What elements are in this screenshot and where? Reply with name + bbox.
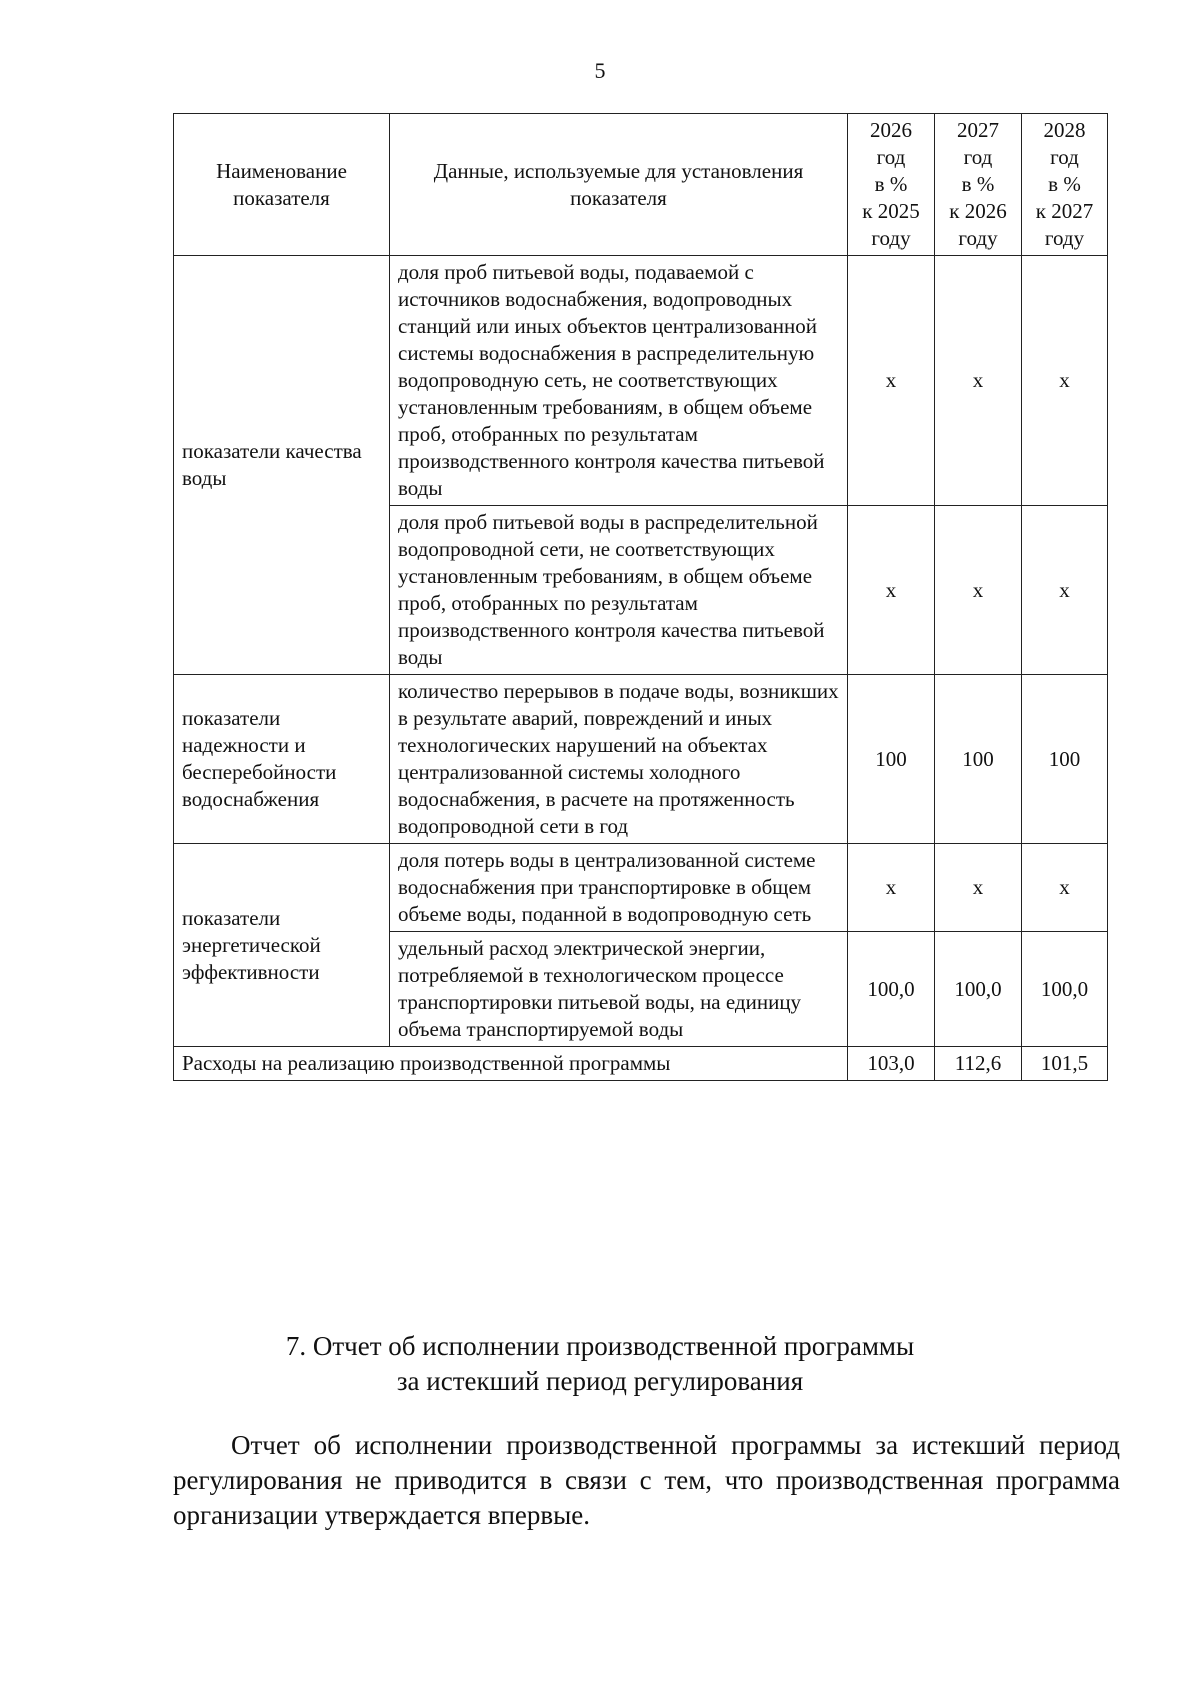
- value-2028: 100,0: [1022, 932, 1108, 1047]
- row-source-data: количество перерывов в подаче воды, возникших в результате аварий, повреждений и иных технологических нарушений на объектах централизованной системы холодного водоснабжения, в расчете на протяженность водопроводной сети в год: [390, 675, 848, 844]
- value-2028: х: [1022, 256, 1108, 506]
- group-name-reliability: показатели надежности и бесперебойности водоснабжения: [174, 675, 390, 844]
- row-source-data: удельный расход электрической энергии, потребляемой в технологическом процессе транспортировки питьевой воды, на единицу объема транспортируемой воды: [390, 932, 848, 1047]
- header-indicator-name: Наименование показателя: [174, 114, 390, 256]
- row-source-data: доля проб питьевой воды в распределительной водопроводной сети, не соответствующих установленным требованиям, в общем объеме проб, отобранных по результатам производственного контроля качества питьевой воды: [390, 506, 848, 675]
- row-source-data: доля проб питьевой воды, подаваемой с источников водоснабжения, водопроводных станций или иных объектов централизованной системы водоснабжения в распределительную водопроводную сеть, не соответствующих установленным требованиям, в общем объеме проб, отобранных по результатам производственного контроля качества питьевой воды: [390, 256, 848, 506]
- table-total-row: [174, 1047, 1108, 1081]
- group-name-energy-efficiency: показатели энергетической эффективности: [174, 844, 390, 1047]
- row-source-data: доля потерь воды в централизованной системе водоснабжения при транспортировке в общем объеме воды, поданной в водопроводную сеть: [390, 844, 848, 932]
- value-2026: х: [848, 844, 935, 932]
- header-source-data: Данные, используемые для установления показателя: [390, 114, 848, 256]
- value-2028: 100: [1022, 675, 1108, 844]
- header-year-2028: 2028 год в % к 2027 году: [1022, 114, 1108, 256]
- indicators-table: [173, 113, 1108, 1081]
- table-row: [174, 256, 1108, 506]
- value-2026: х: [848, 256, 935, 506]
- value-2026: 100,0: [848, 932, 935, 1047]
- table-header-row: [174, 114, 1108, 256]
- section-title-line-1: 7. Отчет об исполнении производственной программы: [285, 1331, 915, 1361]
- header-year-2026: 2026 год в % к 2025 году: [848, 114, 935, 256]
- value-2026: 100: [848, 675, 935, 844]
- section-paragraph: Отчет об исполнении производственной программы за истекший период регулирования не приводится в связи с тем, что производственная программа организации утверждается впервые.: [173, 1430, 1120, 1530]
- total-2028: 101,5: [1022, 1047, 1108, 1081]
- page-number: 5: [594, 58, 606, 83]
- value-2027: х: [935, 506, 1022, 675]
- group-name-water-quality: показатели качества воды: [174, 256, 390, 675]
- table-row: [174, 675, 1108, 844]
- value-2027: х: [935, 844, 1022, 932]
- section-title: [0, 1329, 1200, 1399]
- value-2028: х: [1022, 844, 1108, 932]
- total-2026: 103,0: [848, 1047, 935, 1081]
- total-label: Расходы на реализацию производственной программы: [174, 1047, 848, 1081]
- value-2026: х: [848, 506, 935, 675]
- value-2027: х: [935, 256, 1022, 506]
- value-2027: 100,0: [935, 932, 1022, 1047]
- value-2027: 100: [935, 675, 1022, 844]
- table-row: [174, 844, 1108, 932]
- section-title-line-2: за истекший период регулирования: [396, 1366, 804, 1396]
- value-2028: х: [1022, 506, 1108, 675]
- header-year-2027: 2027 год в % к 2026 году: [935, 114, 1022, 256]
- total-2027: 112,6: [935, 1047, 1022, 1081]
